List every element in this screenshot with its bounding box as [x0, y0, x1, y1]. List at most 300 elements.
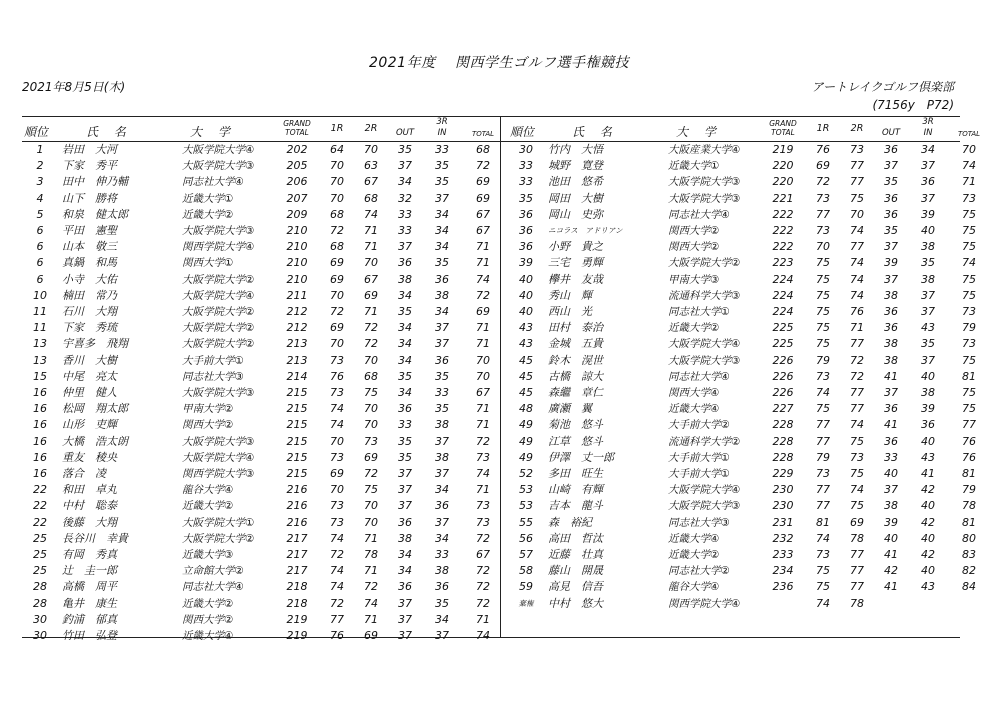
rank-cell: 58 [519, 564, 533, 578]
round-2-score: 71 [364, 224, 378, 237]
grand-total-score: 213 [286, 353, 308, 367]
round-3-total: 67 [476, 548, 490, 561]
round-2-score: 69 [364, 450, 378, 464]
grand-total-score: 210 [286, 240, 308, 254]
round-3-out: 41 [884, 580, 898, 594]
player-name: 田村 泰治 [548, 321, 603, 335]
grand-total-score: 226 [772, 386, 794, 399]
rank-cell: 28 [33, 596, 47, 610]
university-name: 関西学院大学④ [182, 241, 255, 254]
university-name: 関西学院大学④ [668, 597, 741, 610]
round-3-in: 34 [435, 531, 449, 545]
round-2-score: 72 [364, 337, 378, 351]
player-name: 高田 哲汰 [548, 531, 603, 545]
university-name: 大阪学院大学④ [668, 338, 741, 351]
grand-total-score: 220 [772, 159, 794, 173]
university-name: 大阪産業大学④ [668, 144, 741, 156]
round-3-total: 74 [476, 272, 490, 286]
round-3-out: 32 [398, 191, 412, 205]
round-3-total: 75 [962, 224, 976, 237]
round-3-in: 38 [435, 564, 449, 578]
round-1-score: 73 [816, 369, 830, 383]
university-name: 大阪学院大学③ [182, 225, 255, 237]
round-2-score: 72 [364, 580, 378, 594]
university-name: 近畿大学② [182, 597, 234, 610]
round-3-in: 37 [435, 337, 449, 351]
round-2-score: 77 [850, 337, 864, 351]
round-2-score: 70 [364, 256, 378, 270]
round-3-in: 35 [435, 256, 449, 270]
round-3-total: 81 [962, 369, 976, 383]
round-3-in: 34 [921, 143, 935, 156]
round-2-score: 74 [850, 418, 864, 432]
rank-cell: 6 [36, 240, 44, 254]
university-name: 同志社大学② [668, 565, 730, 578]
grand-total-score: 226 [772, 353, 794, 367]
header-round-1: 1R [330, 123, 344, 134]
grand-total-score: 220 [772, 175, 794, 189]
player-name: 平田 憲聖 [62, 224, 117, 237]
round-3-in: 35 [435, 402, 449, 416]
round-2-score: 74 [850, 288, 864, 302]
round-2-score: 69 [364, 288, 378, 302]
player-name: 菊池 悠斗 [548, 418, 603, 432]
round-3-total: 67 [476, 386, 490, 399]
round-2-score: 70 [364, 515, 378, 529]
grand-total-score: 228 [772, 434, 794, 448]
round-3-total: 70 [476, 369, 490, 383]
player-name: 近藤 壮真 [548, 548, 603, 561]
round-3-in: 34 [435, 207, 449, 221]
round-2-score: 77 [850, 580, 864, 594]
round-3-out: 37 [884, 386, 898, 399]
round-3-total: 70 [962, 143, 976, 156]
round-2-score: 71 [364, 531, 378, 545]
round-3-in: 38 [921, 240, 935, 254]
round-3-out: 35 [398, 450, 412, 464]
round-1-score: 73 [816, 224, 830, 237]
round-1-score: 68 [330, 240, 344, 254]
player-name: 小寺 大佑 [62, 272, 117, 286]
round-3-in: 34 [435, 612, 449, 626]
round-2-score: 74 [364, 207, 378, 221]
header-round-2: 2R [850, 123, 864, 134]
university-name: 大阪学院大学④ [182, 289, 255, 302]
round-1-score: 81 [816, 515, 830, 529]
round-3-total: 67 [476, 224, 490, 237]
round-3-total: 79 [962, 483, 976, 497]
round-1-score: 79 [816, 353, 830, 367]
university-name: 関西大学② [182, 613, 234, 626]
round-1-score: 70 [330, 159, 344, 173]
round-1-score: 77 [330, 612, 344, 626]
grand-total-score: 221 [772, 191, 794, 205]
grand-total-score: 224 [772, 288, 794, 302]
player-name: 廣瀬 翼 [548, 402, 592, 416]
header-name: 氏 名 [86, 125, 126, 139]
rank-cell: 10 [33, 288, 47, 302]
player-name: 石川 大翔 [62, 305, 117, 318]
round-3-total: 69 [476, 175, 490, 189]
round-3-out: 35 [398, 369, 412, 383]
round-1-score: 75 [816, 321, 830, 335]
round-3-total: 75 [962, 272, 976, 286]
university-name: 立命館大学② [182, 565, 244, 578]
header-round-1: 1R [816, 123, 830, 134]
round-3-in: 37 [435, 629, 449, 642]
round-3-total: 71 [476, 256, 490, 270]
player-name: 仲里 健人 [62, 386, 117, 399]
university-name: 近畿大学④ [668, 403, 720, 416]
round-3-out: 33 [398, 207, 412, 221]
round-3-out: 36 [398, 580, 412, 594]
university-name: 大阪学院大学③ [668, 176, 741, 189]
grand-total-score: 222 [772, 224, 794, 237]
university-name: 同志社大学③ [668, 516, 730, 529]
player-name: 中尾 亮太 [62, 369, 117, 383]
round-2-score: 63 [364, 159, 378, 173]
rank-cell: 49 [519, 450, 533, 464]
round-3-out: 40 [884, 467, 898, 480]
round-2-score: 72 [850, 369, 864, 383]
round-3-out: 37 [398, 629, 412, 642]
round-3-total: 74 [962, 256, 976, 270]
player-name: 金城 五貴 [548, 337, 603, 351]
round-3-total: 73 [476, 450, 490, 464]
grand-total-score: 216 [286, 483, 308, 497]
round-3-in: 34 [435, 240, 449, 254]
player-name: 小野 貴之 [548, 240, 603, 254]
round-3-in: 33 [435, 386, 449, 399]
round-3-in: 43 [921, 580, 935, 594]
player-name: 中村 悠大 [548, 596, 603, 610]
university-name: 大阪学院大学③ [182, 387, 255, 399]
player-name: 下家 秀平 [62, 159, 117, 173]
rank-cell: 40 [519, 288, 533, 302]
rank-cell: 3 [36, 175, 44, 189]
round-3-out: 38 [884, 337, 898, 351]
round-3-out: 38 [884, 499, 898, 513]
round-3-total: 71 [476, 240, 490, 254]
player-name: 宇喜多 飛翔 [62, 337, 128, 351]
university-name: 近畿大学① [182, 192, 234, 205]
round-1-score: 70 [330, 483, 344, 497]
round-1-score: 68 [330, 207, 344, 221]
grand-total-score: 234 [772, 564, 794, 578]
round-1-score: 70 [330, 434, 344, 448]
university-name: 流通科学大学② [668, 435, 741, 448]
grand-total-score: 202 [286, 143, 308, 156]
rank-cell: 28 [33, 580, 47, 594]
university-name: 近畿大学④ [182, 630, 234, 642]
grand-total-score: 219 [286, 612, 308, 626]
rank-cell: 6 [36, 256, 44, 270]
round-3-in: 40 [921, 224, 935, 237]
player-name: 和泉 健太郎 [62, 207, 128, 221]
round-3-in: 38 [435, 288, 449, 302]
round-3-in: 39 [921, 207, 935, 221]
round-3-in: 38 [921, 272, 935, 286]
round-2-score: 70 [364, 402, 378, 416]
round-3-total: 82 [962, 564, 976, 578]
rank-cell: 1 [36, 143, 44, 156]
round-1-score: 76 [816, 143, 830, 156]
grand-total-score: 210 [286, 272, 308, 286]
rank-cell: 15 [33, 369, 47, 383]
round-3-out: 37 [884, 272, 898, 286]
round-3-total: 74 [476, 467, 490, 480]
university-name: 大阪学院大学④ [182, 144, 255, 156]
rank-cell: 16 [33, 386, 47, 399]
grand-total-score: 215 [286, 386, 308, 399]
round-1-score: 70 [330, 288, 344, 302]
round-3-out: 41 [884, 418, 898, 432]
round-3-out: 34 [398, 386, 412, 399]
university-name: 近畿大学③ [182, 549, 234, 561]
rank-cell: 56 [519, 531, 533, 545]
header-grand-total: GRAND TOTAL [283, 119, 311, 137]
round-3-out: 35 [884, 175, 898, 189]
round-3-out: 35 [398, 434, 412, 448]
round-3-total: 81 [962, 467, 976, 480]
round-3-total: 73 [476, 515, 490, 529]
header-total: TOTAL [957, 130, 981, 138]
round-3-total: 72 [476, 159, 490, 173]
column-divider [500, 116, 501, 638]
round-3-out: 34 [398, 288, 412, 302]
grand-total-score: 224 [772, 272, 794, 286]
round-3-out: 41 [884, 548, 898, 561]
round-2-score: 70 [364, 143, 378, 156]
round-2-score: 70 [850, 207, 864, 221]
round-3-in: 40 [921, 369, 935, 383]
rank-cell: 25 [33, 548, 47, 561]
rank-cell: 45 [519, 353, 533, 367]
round-1-score: 64 [330, 143, 344, 156]
round-2-score: 71 [364, 240, 378, 254]
round-2-score: 71 [850, 321, 864, 335]
round-3-out: 37 [884, 159, 898, 173]
university-name: 大阪学院大学② [182, 306, 255, 318]
round-2-score: 70 [364, 418, 378, 432]
round-3-total: 77 [962, 418, 976, 432]
university-name: 関西大学② [668, 241, 720, 254]
round-1-score: 73 [330, 515, 344, 529]
round-3-in: 38 [435, 418, 449, 432]
player-name: 岡田 大樹 [548, 191, 603, 205]
rank-cell: 22 [33, 499, 47, 513]
round-3-total: 72 [476, 564, 490, 578]
round-3-out: 37 [398, 612, 412, 626]
rank-cell: 16 [33, 418, 47, 432]
university-name: 大阪学院大学③ [668, 500, 741, 513]
round-3-total: 70 [476, 353, 490, 367]
round-3-total: 81 [962, 515, 976, 529]
round-3-out: 38 [398, 531, 412, 545]
grand-total-score: 214 [286, 369, 308, 383]
rank-cell: 49 [519, 418, 533, 432]
header-total: TOTAL [471, 130, 495, 138]
grand-total-score: 217 [286, 548, 308, 561]
player-name: 山形 吏輝 [62, 418, 117, 432]
rank-cell: 30 [33, 612, 47, 626]
player-name: 釣浦 郁真 [62, 612, 117, 626]
player-name: 松岡 翔太郎 [62, 402, 128, 416]
round-3-out: 36 [398, 256, 412, 270]
round-3-total: 75 [962, 353, 976, 367]
round-2-score: 77 [850, 159, 864, 173]
header-round-3-in: 3R IN [436, 117, 448, 138]
grand-total-score: 216 [286, 515, 308, 529]
rank-cell: 36 [519, 224, 533, 237]
round-1-score: 74 [816, 596, 830, 610]
rank-cell: 30 [33, 629, 47, 642]
rank-cell: 6 [36, 272, 44, 286]
round-3-total: 71 [476, 612, 490, 626]
rank-cell: 53 [519, 499, 533, 513]
round-1-score: 76 [330, 629, 344, 642]
round-2-score: 72 [850, 353, 864, 367]
round-3-total: 69 [476, 305, 490, 318]
rank-cell: 57 [519, 548, 533, 561]
round-3-in: 34 [435, 224, 449, 237]
round-3-total: 69 [476, 191, 490, 205]
round-3-in: 40 [921, 564, 935, 578]
round-2-score: 74 [850, 272, 864, 286]
round-3-total: 71 [476, 321, 490, 335]
round-1-score: 77 [816, 418, 830, 432]
player-name: 中村 聡泰 [62, 499, 117, 513]
player-name: ニコラス アドリアン [548, 226, 623, 235]
round-2-score: 75 [850, 434, 864, 448]
grand-total-score: 218 [286, 580, 308, 594]
round-3-out: 38 [398, 272, 412, 286]
round-1-score: 73 [330, 353, 344, 367]
round-1-score: 73 [816, 548, 830, 561]
round-3-total: 72 [476, 531, 490, 545]
round-3-total: 71 [476, 418, 490, 432]
grand-total-score: 215 [286, 434, 308, 448]
event-date: 2021年8月5日(木) [22, 80, 126, 94]
rank-cell: 53 [519, 483, 533, 497]
grand-total-score: 218 [286, 596, 308, 610]
round-3-total: 72 [476, 580, 490, 594]
round-3-out: 35 [398, 143, 412, 156]
round-3-in: 37 [921, 159, 935, 173]
rank-cell: 4 [36, 191, 44, 205]
venue-name: アートレイクゴルフ倶楽部 [811, 80, 954, 94]
round-3-in: 37 [435, 191, 449, 205]
round-1-score: 76 [330, 369, 344, 383]
grand-total-score: 231 [772, 515, 794, 529]
header-rank: 順位 [510, 125, 535, 139]
round-3-total: 84 [962, 580, 976, 594]
round-3-total: 71 [476, 337, 490, 351]
rank-cell: 16 [33, 467, 47, 480]
round-3-in: 37 [921, 288, 935, 302]
player-name: 真鍋 和馬 [62, 256, 117, 270]
rank-cell: 30 [519, 143, 533, 156]
player-name: 森繼 章仁 [548, 386, 603, 399]
grand-total-score: 222 [772, 207, 794, 221]
round-2-score: 75 [850, 467, 864, 480]
grand-total-score: 217 [286, 564, 308, 578]
round-1-score: 72 [330, 548, 344, 561]
grand-total-score: 219 [772, 143, 794, 156]
round-1-score: 75 [816, 402, 830, 416]
round-2-score: 75 [364, 386, 378, 399]
round-2-score: 67 [364, 272, 378, 286]
rank-cell: 25 [33, 564, 47, 578]
round-2-score: 75 [850, 499, 864, 513]
round-3-out: 36 [884, 321, 898, 335]
round-3-out: 36 [398, 402, 412, 416]
round-1-score: 75 [816, 288, 830, 302]
university-name: 同志社大学④ [668, 208, 730, 221]
round-3-in: 36 [435, 499, 449, 513]
round-3-total: 75 [962, 288, 976, 302]
university-name: 大阪学院大学④ [182, 451, 255, 464]
round-3-in: 34 [435, 305, 449, 318]
round-1-score: 69 [330, 256, 344, 270]
grand-total-score: 215 [286, 450, 308, 464]
player-name: 香川 大樹 [62, 353, 117, 367]
round-3-in: 36 [435, 353, 449, 367]
round-1-score: 75 [816, 337, 830, 351]
round-3-in: 35 [435, 159, 449, 173]
round-1-score: 73 [816, 467, 830, 480]
player-name: 伊澤 丈一郎 [548, 450, 614, 464]
page-title: 2021年度 関西学生ゴルフ選手権競技 [368, 55, 630, 71]
player-name: 下家 秀琉 [62, 321, 117, 335]
round-1-score: 74 [816, 531, 830, 545]
round-3-in: 36 [435, 272, 449, 286]
round-1-score: 70 [330, 175, 344, 189]
rank-cell: 6 [36, 224, 44, 237]
university-name: 大阪学院大学③ [668, 192, 741, 205]
grand-total-score: 223 [772, 256, 794, 270]
round-2-score: 74 [850, 483, 864, 497]
rank-cell: 16 [33, 402, 47, 416]
round-3-in: 35 [435, 369, 449, 383]
round-3-total: 72 [476, 434, 490, 448]
round-3-in: 37 [921, 353, 935, 367]
rank-cell: 48 [519, 402, 533, 416]
university-name: 近畿大学④ [668, 532, 720, 545]
header-university: 大 学 [676, 125, 716, 139]
round-2-score: 71 [364, 305, 378, 318]
rank-cell: 11 [33, 321, 47, 335]
round-2-score: 77 [850, 564, 864, 578]
round-3-out: 34 [398, 353, 412, 367]
university-name: 関西学院大学③ [182, 468, 255, 480]
round-1-score: 75 [816, 272, 830, 286]
player-name: 池田 悠希 [548, 175, 603, 189]
round-1-score: 75 [816, 256, 830, 270]
grand-total-score: 224 [772, 305, 794, 318]
rank-cell: 13 [33, 337, 47, 351]
university-name: 関西大学① [182, 257, 234, 270]
round-1-score: 70 [816, 240, 830, 254]
grand-total-score: 232 [772, 531, 794, 545]
round-3-out: 34 [398, 337, 412, 351]
round-3-out: 36 [884, 143, 898, 156]
grand-total-score: 205 [286, 159, 308, 173]
header-grand-total: GRAND TOTAL [769, 119, 797, 137]
round-3-out: 37 [884, 483, 898, 497]
player-name: 森 裕紀 [548, 515, 592, 529]
player-name: 城野 寛登 [548, 159, 603, 173]
